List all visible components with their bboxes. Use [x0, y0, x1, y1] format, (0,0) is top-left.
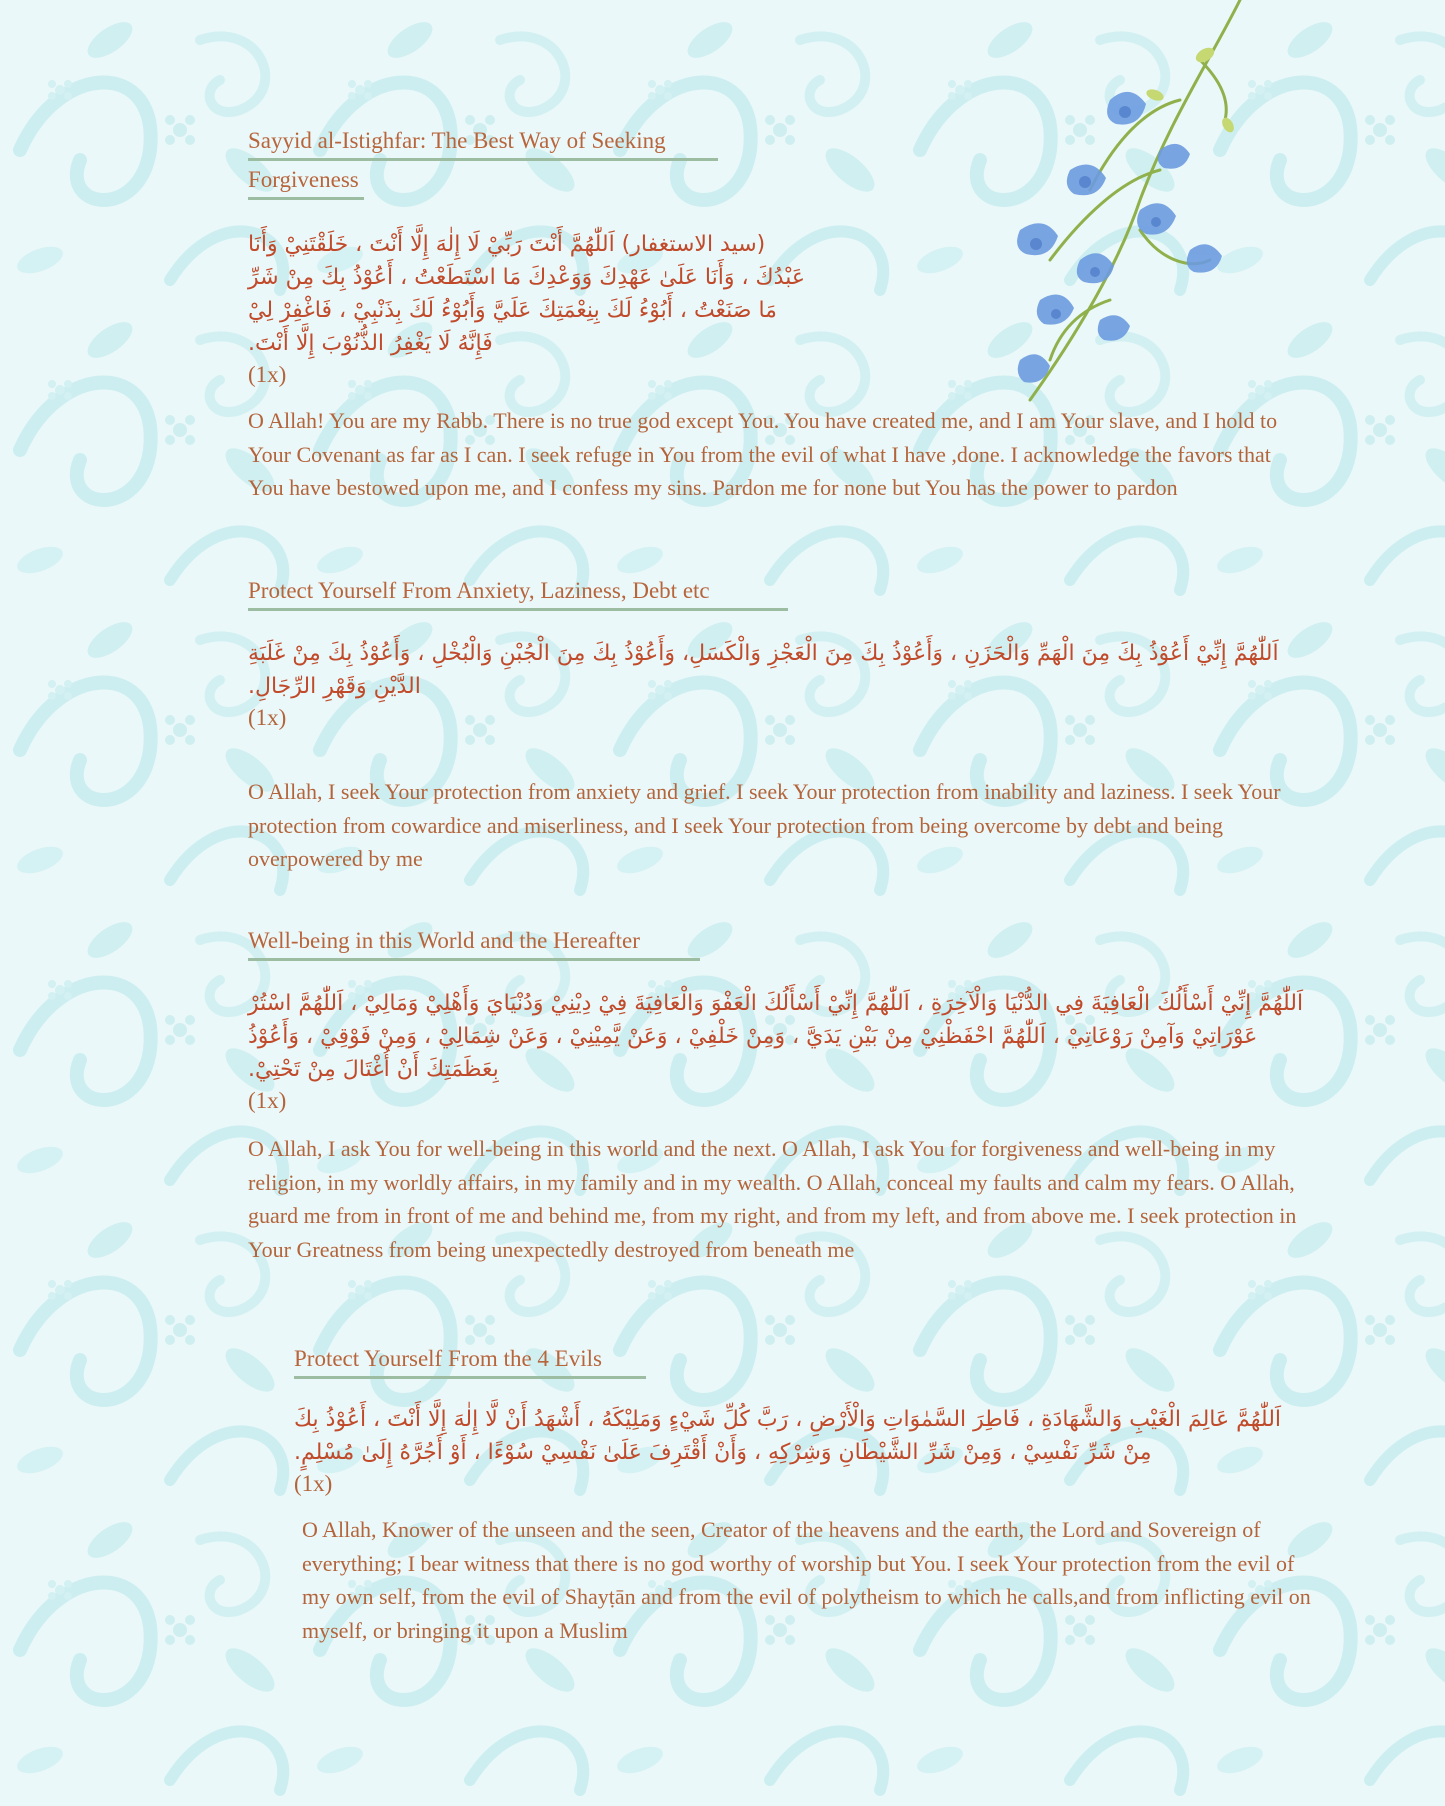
section-heading: Protect Yourself From the 4 Evils [294, 1342, 646, 1379]
arabic-supplication: اَللّٰهُمَّ إِنِّيْ أَعُوْذُ بِكَ مِنَ الْهَمِّ وَالْحَزَنِ ، وَأَعُوْذُ بِكَ مِنَ الْعَجْزِ وَالْكَسَلِ، وَأَعُوْذُ بِكَ مِنَ الْجُبْنِ وَالْبُخْلِ ، وَأَعُوْذُ بِكَ مِنْ غَلَبَةِ الدَّيْنِ وَقَهْرِ الرِّجَالِ. [248, 641, 1279, 699]
heading-line-2: Forgiveness [248, 167, 359, 192]
section-well-being [248, 924, 1308, 1266]
arabic-supplication: (سيد الاستغفار) اَللّٰهُمَّ أَنْتَ رَبِّيْ لَا إِلٰهَ إِلَّا أَنْتَ ، خَلَقْتَنِيْ وَأَنَا عَبْدُكَ ، وَأَنَا عَلَىٰ عَهْدِكَ وَوَعْدِكَ مَا اسْتَطَعْتُ ، أَعُوْذُ بِكَ مِنْ شَرِّ مَا صَنَعْتُ ، أَبُوْءُ لَكَ بِنِعْمَتِكَ عَلَيَّ وَأَبُوْءُ لَكَ بِذَنْبِيْ ، فَاغْفِرْ لِيْ فَإِنَّهُ لَا يَغْفِرُ الذُّنُوْبَ إِلَّا أَنْتَ. [248, 232, 805, 356]
arabic-supplication: اَللّٰهُمَّ إِنِّيْ أَسْأَلُكَ الْعَافِيَةَ فِي الدُّنْيَا وَالْآخِرَةِ ، اَللّٰهُمَّ إِنِّيْ أَسْأَلُكَ الْعَفْوَ وَالْعَافِيَةَ فِيْ دِيْنِيْ وَدُنْيَايَ وَأَهْلِيْ وَمَالِيْ ، اَللّٰهُمَّ اسْتُرْ عَوْرَاتِيْ وَآمِنْ رَوْعَاتِيْ ، اَللّٰهُمَّ احْفَظْنِيْ مِنْ بَيْنِ يَدَيَّ ، وَمِنْ خَلْفِيْ ، وَعَنْ يَّمِيْنِيْ ، وَعَنْ شِمَالِيْ ، وَمِنْ فَوْقِيْ ، وَأَعُوْذُ بِعَظَمَتِكَ أَنْ أُغْتَالَ مِنْ تَحْتِيْ. [248, 991, 1304, 1082]
arabic-supplication: اَللّٰهُمَّ عَالِمَ الْغَيْبِ وَالشَّهَادَةِ ، فَاطِرَ السَّمٰوَاتِ وَالْأَرْضِ ، رَبَّ كُلِّ شَيْءٍ وَمَلِيْكَهُ ، أَشْهَدُ أَنْ لَّا إِلٰهَ إِلَّا أَنْتَ ، أَعُوْذُ بِكَ مِنْ شَرِّ نَفْسِيْ ، وَمِنْ شَرِّ الشَّيْطَانِ وَشِرْكِهِ ، وَأَنْ أَقْتَرِفَ عَلَىٰ نَفْسِيْ سُوْءًا ، أَوْ أَجُرَّهُ إِلَىٰ مُسْلِمٍ. [294, 1407, 1282, 1465]
translation-text: O Allah, I ask You for well-being in this world and the next. O Allah, I ask You for forgiveness and well-being in my religion, in my worldly affairs, in my family and in my wealth. O Allah, conceal my faults and calm my fears. O Allah, guard me from in front of me and behind me, from my right, and from my left, and from above me. I seek protection in Your Greatness from being unexpectedly destroyed from beneath me [248, 1136, 1297, 1262]
repeat-count: (1x) [294, 1471, 333, 1496]
repeat-count: (1x) [248, 705, 287, 730]
heading-line-1: Sayyid al-Istighfar: The Best Way of Seeking [248, 128, 666, 153]
translation-text: O Allah, Knower of the unseen and the seen, Creator of the heavens and the earth, the Lord and Sovereign of everything; I bear witness that there is no god worthy of worship but You. I seek Your protection from the evil of my own self, from the evil of Shayṭān and from the evil of polytheism to which he calls,and from inflicting evil on myself, or bringing it upon a Muslim [302, 1517, 1311, 1643]
section-anxiety-laziness-debt [248, 574, 1308, 876]
section-heading: Protect Yourself From Anxiety, Laziness, Debt etc [248, 574, 788, 611]
repeat-count: (1x) [248, 362, 287, 387]
section-sayyid-al-istighfar [248, 124, 1278, 505]
section-heading-continued [248, 163, 364, 200]
translation-text: O Allah, I seek Your protection from anxiety and grief. I seek Your protection from inability and laziness. I seek Your protection from cowardice and miserliness, and I seek Your protection from being overcome by debt and being overpowered by me [248, 779, 1281, 871]
section-heading [248, 124, 718, 161]
repeat-count: (1x) [248, 1088, 287, 1113]
translation-text: O Allah! You are my Rabb. There is no true god except You. You have created me, and I am Your slave, and I hold to Your Covenant as far as I can. I seek refuge in You from the evil of what I have ,done. I acknowledge the favors that You have bestowed upon me, and I confess my sins. Pardon me for none but You has the power to pardon [248, 408, 1278, 500]
section-four-evils [294, 1342, 1314, 1647]
section-heading: Well-being in this World and the Hereafter [248, 924, 700, 961]
